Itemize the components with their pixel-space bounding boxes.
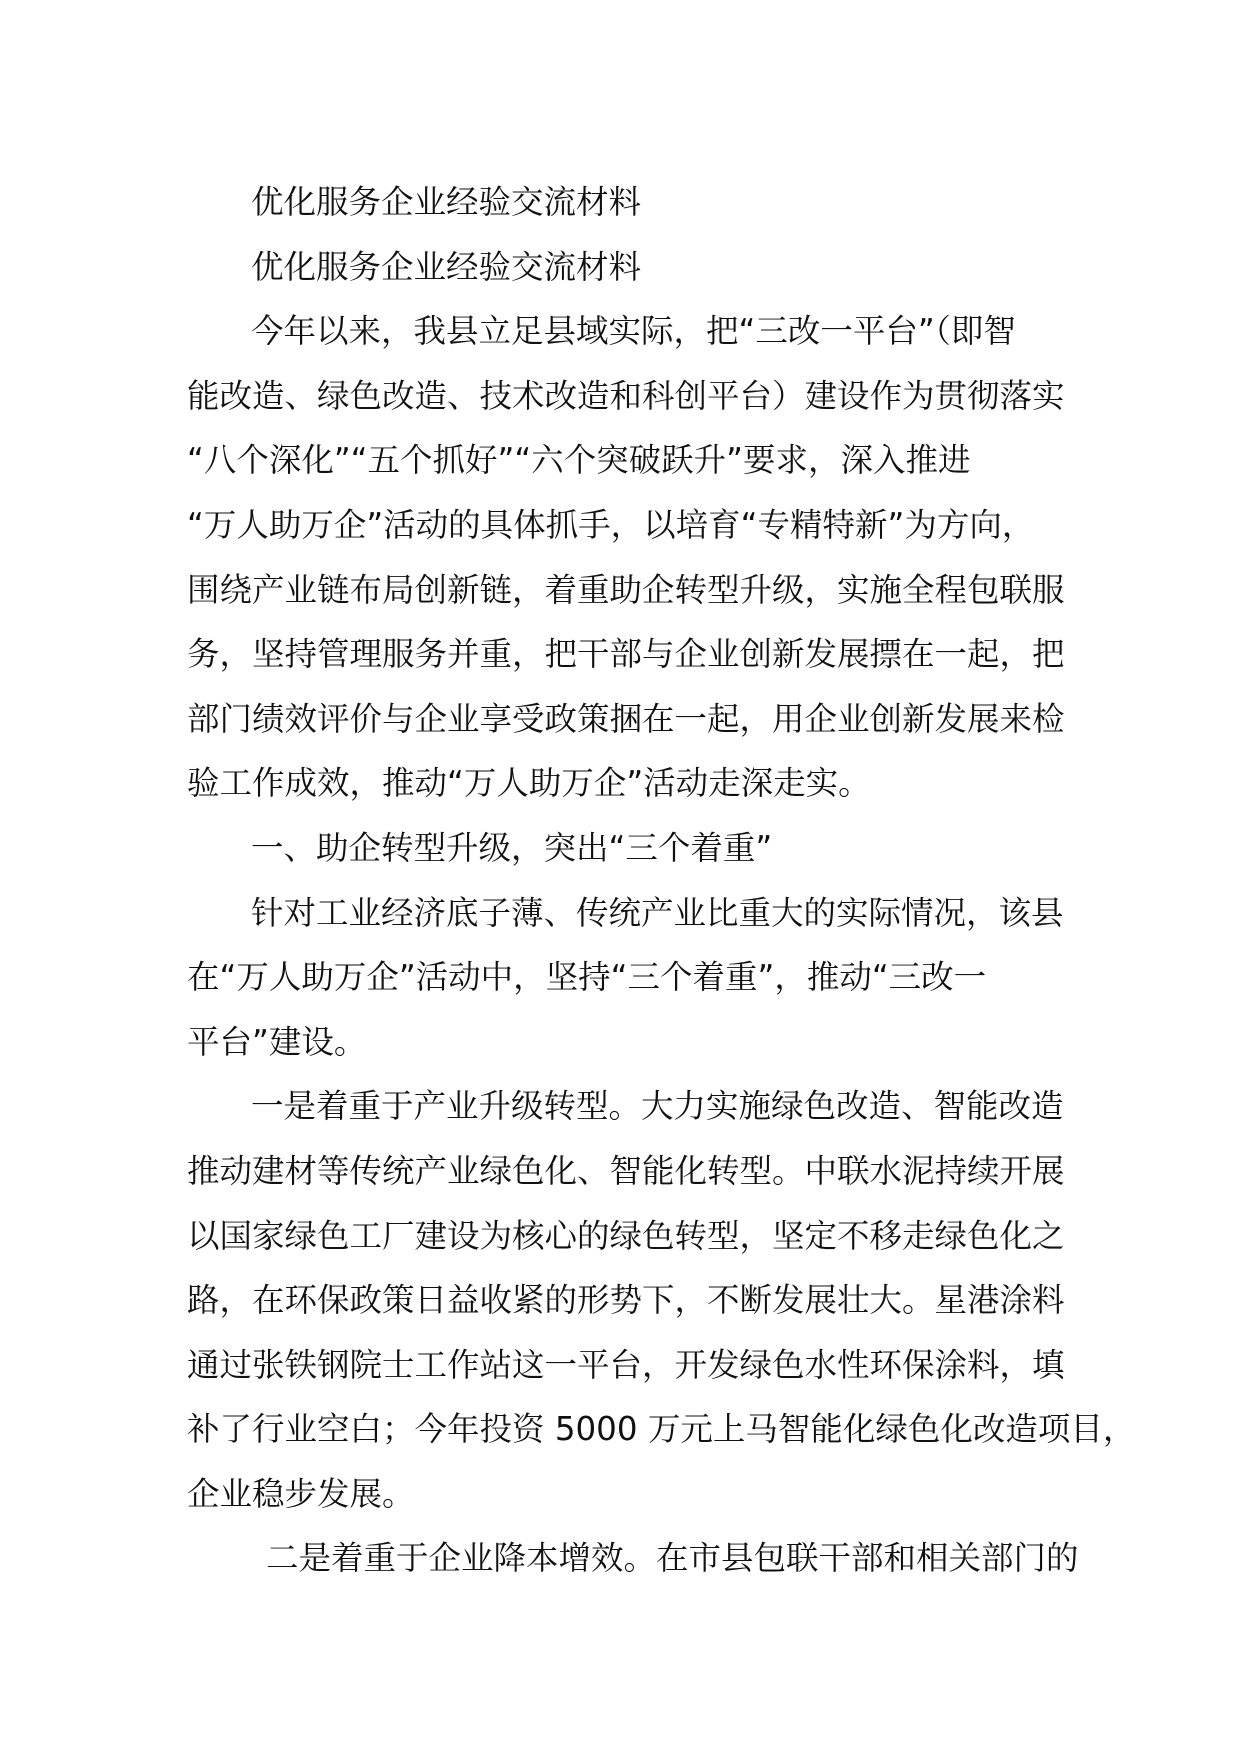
paragraph-line: 验工作成效，推动“万人助万企”活动走深走实。 (187, 764, 871, 803)
document-body (187, 170, 1136, 1591)
paragraph-line: 通过张铁钢院士工作站这一平台，开发绿色水性环保涂料，填 (187, 1345, 1065, 1384)
paragraph-line: 以国家绿色工厂建设为核心的绿色转型，坚定不移走绿色化之 (187, 1216, 1065, 1255)
section-heading: 一、助企转型升级，突出“三个着重” (251, 828, 773, 867)
paragraph-line: 企业稳步发展。 (187, 1474, 415, 1513)
paragraph-line: 部门绩效评价与企业享受政策捆在一起，用企业创新发展来检 (187, 699, 1065, 738)
paragraph-line: 针对工业经济底子薄、传统产业比重大的实际情况，该县 (251, 893, 1064, 932)
paragraph-line: 务，坚持管理服务并重，把干部与企业创新发展摽在一起，把 (187, 635, 1065, 674)
paragraph-intro (187, 299, 1067, 816)
paragraph-line: 能改造、绿色改造、技术改造和科创平台）建设作为贯彻落实 (187, 376, 1065, 415)
paragraph-line: 路，在环保政策日益收紧的形势下，不断发展壮大。星港涂料 (187, 1281, 1065, 1320)
paragraph-line: “八个深化”“五个抓好”“六个突破跃升”要求，深入推进 (187, 441, 971, 480)
paragraph-industry-upgrade (187, 1074, 1136, 1526)
paragraph-line: 一是着重于产业升级转型。大力实施绿色改造、智能改造 (251, 1087, 1064, 1126)
paragraph-line: 补了行业空白；今年投资 5000 万元上马智能化绿色化改造项目， (187, 1410, 1136, 1449)
document-title-repeat: 优化服务企业经验交流材料 (251, 247, 642, 286)
paragraph-line: 二是着重于企业降本增效。在市县包联干部和相关部门的 (266, 1539, 1079, 1578)
paragraph-line: 在“万人助万企”活动中，坚持“三个着重”，推动“三改一 (187, 958, 987, 997)
paragraph-line: 推动建材等传统产业绿色化、智能化转型。中联水泥持续开展 (187, 1151, 1065, 1190)
paragraph-cost-reduction (187, 1526, 1079, 1591)
paragraph-line: “万人助万企”活动的具体抓手，以培育“专精特新”为方向， (187, 505, 1035, 544)
paragraph-line: 今年以来，我县立足县域实际，把“三改一平台”（即智 (251, 312, 1016, 351)
document-title: 优化服务企业经验交流材料 (251, 183, 642, 221)
paragraph-line: 围绕产业链布局创新链，着重助企转型升级，实施全程包联服 (187, 570, 1065, 609)
paragraph-line: 平台”建设。 (187, 1022, 367, 1061)
paragraph-context (187, 881, 1067, 1075)
